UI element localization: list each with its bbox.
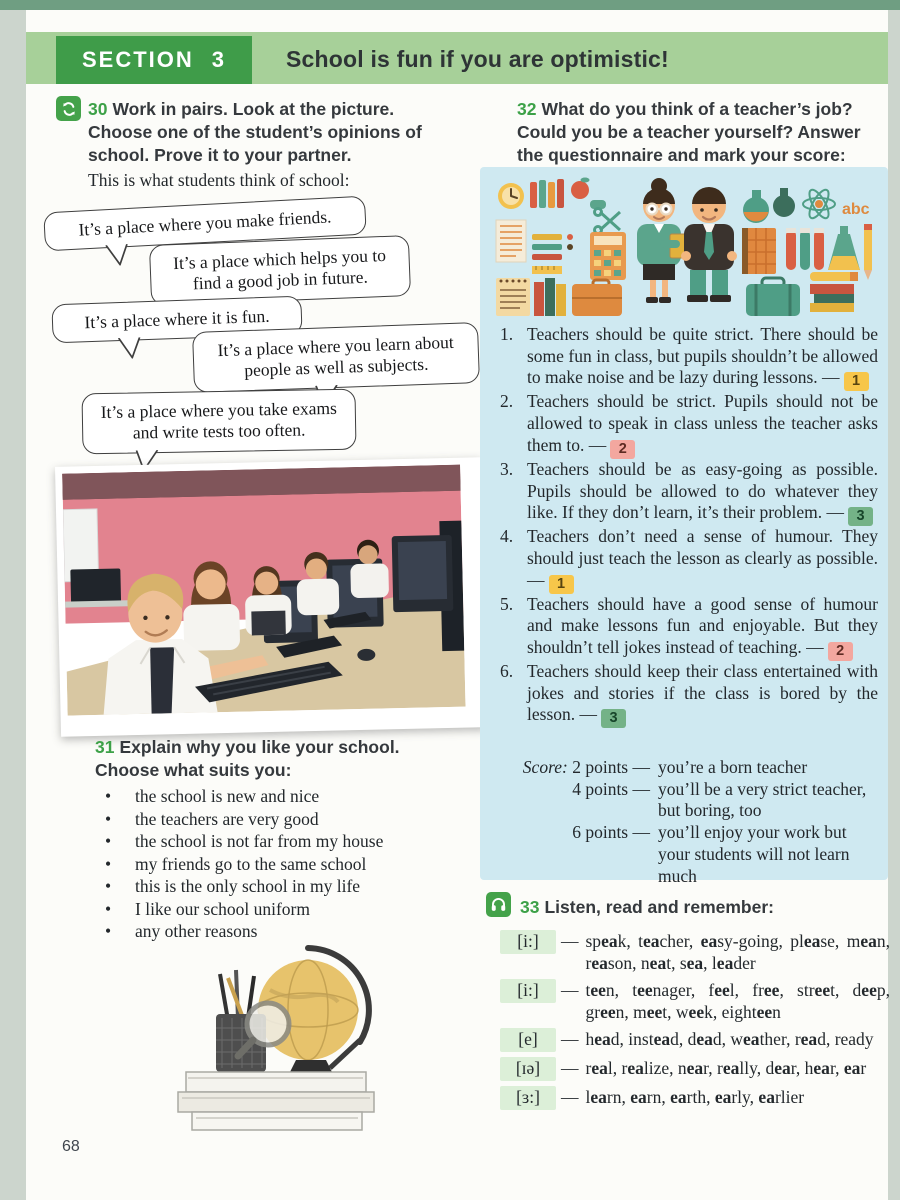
exercise-31-instruction: Explain why you like your school. Choose what suits you:	[95, 737, 400, 781]
item-text: Teachers should be as easy-going as possible. Pupils should be allowed to do whatever they like. If they don’t learn, it’s their problem. —	[527, 458, 878, 523]
speech-bubble-4-text: It’s a place where you learn about people as well as subjects.	[217, 331, 454, 381]
speech-bubble-1-text: It’s a place where you make friends.	[78, 206, 332, 240]
page-number: 68	[62, 1138, 80, 1155]
item-number: 1.	[500, 324, 514, 344]
score-badge: 3	[848, 507, 873, 526]
phonetic-row	[500, 1057, 890, 1081]
teachers-illustration	[494, 176, 874, 318]
score-description: you’ll be a very strict teacher, but boring, too	[658, 778, 867, 821]
score-description: you’ll enjoy your work but your students will not learn much	[658, 822, 850, 886]
headphones-icon	[486, 892, 511, 917]
option-text: I like our school uniform	[135, 898, 310, 919]
option-item	[95, 831, 467, 853]
item-text: Teachers don’t need a sense of humour. They should just teach the lesson as clearly as possible. —	[527, 526, 878, 590]
score-badge: 1	[549, 575, 574, 594]
exercise-31-number: 31	[95, 737, 115, 757]
questionnaire-item	[500, 594, 878, 661]
option-item	[95, 786, 467, 808]
exercise-30-heading	[88, 98, 436, 167]
questionnaire-item	[500, 324, 878, 391]
exercise-30-number: 30	[88, 99, 108, 119]
questionnaire-item	[500, 459, 878, 526]
speech-bubble-2-text: It’s a place which helps you to find a good job in future.	[172, 244, 387, 294]
dash: —	[561, 980, 579, 1000]
option-text: the school is not far from my house	[135, 831, 384, 851]
dash: —	[561, 1087, 579, 1107]
item-text: Teachers should be quite strict. There should be some fun in class, but pupils shouldn’t be allowed to make noise and be lazy during lessons. —	[527, 324, 878, 388]
phonetic-symbol-chip: [e]	[500, 1028, 556, 1052]
item-number: 4.	[500, 526, 514, 547]
option-text: my friends go to the same school	[135, 853, 367, 874]
item-number: 6.	[500, 661, 514, 682]
word-list: real, realize, near, really, dear, hear, ear	[585, 1058, 867, 1078]
globe-art	[158, 928, 393, 1138]
exercise-30-intro: This is what students think of school:	[88, 170, 350, 190]
exercise-33-heading	[520, 896, 880, 919]
points-value: 2 points —	[572, 757, 650, 777]
item-number: 3.	[500, 458, 514, 479]
phonetics-list	[500, 930, 890, 1115]
item-number: 5.	[500, 593, 514, 614]
scan-edge-top	[0, 0, 900, 10]
speech-bubble-5-text: It’s a place where you take exams and write tests too often.	[100, 397, 338, 443]
word-list: head, instead, dead, weather, read, ready	[585, 1029, 874, 1049]
dash: —	[561, 931, 579, 951]
exercise-33-number: 33	[520, 897, 540, 917]
word-list: teen, teenager, feel, free, street, deep, green, meet, week, eighteen	[585, 980, 890, 1022]
option-text: the teachers are very good	[135, 808, 319, 829]
questionnaire-item	[500, 391, 878, 458]
section-badge	[56, 36, 252, 84]
headphones-glyph	[489, 895, 508, 914]
teachers-illustration-art	[494, 176, 874, 318]
option-text: any other reasons	[135, 921, 258, 941]
word-list: learn, earn, earth, early, earlier	[585, 1087, 805, 1107]
item-text: Teachers should be strict. Pupils should not be allowed to speak in class unless the teacher asks them to. —	[527, 391, 878, 455]
option-text: this is the only school in my life	[135, 876, 361, 896]
phonetic-symbol-chip: [i:]	[500, 930, 556, 954]
item-text: Teachers should keep their class entertained with jokes and stories if the class is bored by the lesson. —	[527, 661, 878, 725]
phonetic-symbol-chip: [ɪə]	[500, 1057, 556, 1081]
phonetic-symbol-chip: [i:]	[500, 979, 556, 1003]
dash: —	[561, 1029, 579, 1049]
score-badge: 2	[610, 440, 635, 459]
questionnaire-item	[500, 661, 878, 728]
questionnaire-item	[500, 526, 878, 593]
phonetic-symbol-chip: [ɜ:]	[500, 1086, 556, 1110]
phonetic-row	[500, 1028, 890, 1052]
score-badge: 3	[601, 709, 626, 728]
exercise-31-heading	[95, 736, 447, 782]
option-item	[95, 899, 467, 921]
item-number: 2.	[500, 391, 514, 412]
score-label: Score:	[522, 757, 568, 777]
score-block	[500, 757, 880, 887]
item-text: Teachers should have a good sense of humour and make lessons fun and enjoyable. But they shouldn’t tell jokes instead of teaching. —	[527, 593, 878, 658]
globe-still-life	[158, 928, 393, 1138]
exercise-31-options	[95, 786, 467, 944]
phonetic-row	[500, 930, 890, 974]
illustration-abc-label: abc	[842, 201, 870, 218]
speech-bubble-tail	[114, 338, 143, 360]
exercise-32-instruction: What do you think of a teacher’s job? Could you be a teacher yourself? Answer the questionnaire and mark your score:	[517, 99, 861, 166]
section-label: SECTION	[81, 47, 194, 72]
questionnaire-list	[500, 324, 878, 728]
classroom-photo	[55, 457, 487, 737]
exercise-30-instruction: Work in pairs. Look at the picture. Choose one of the student’s opinions of school. Prove it to your partner.	[88, 99, 422, 166]
section-title: School is fun if you are optimistic!	[286, 46, 669, 72]
exercise-32-heading	[517, 98, 881, 167]
score-points	[500, 757, 658, 779]
speech-bubble-2	[149, 235, 411, 306]
option-item	[95, 876, 467, 898]
speech-bubble-tail	[101, 244, 130, 266]
pair-work-icon	[56, 96, 81, 121]
dash: —	[561, 1058, 579, 1078]
score-description: you’re a born teacher	[658, 757, 808, 777]
option-item	[95, 854, 467, 876]
option-text: the school is new and nice	[135, 786, 320, 806]
exercise-33-instruction: Listen, read and remember:	[544, 897, 774, 917]
pair-work-arrows-glyph	[59, 99, 79, 119]
exercise-32-number: 32	[517, 99, 537, 119]
score-points: 4 points —	[572, 778, 650, 799]
speech-bubble-5	[81, 389, 356, 454]
classroom-photo-art	[62, 465, 465, 716]
speech-bubble-4	[192, 322, 480, 393]
score-points: 6 points —	[572, 822, 650, 843]
option-item	[95, 809, 467, 831]
score-badge: 1	[844, 372, 869, 391]
score-badge: 2	[828, 642, 853, 661]
phonetic-row	[500, 1086, 890, 1110]
section-number: 3	[211, 47, 227, 72]
word-list: speak, teacher, easy-going, please, mean, reason, neat, sea, leader	[585, 931, 890, 973]
phonetic-row	[500, 979, 890, 1023]
speech-bubble-3-text: It’s a place where it is fun.	[84, 305, 270, 333]
